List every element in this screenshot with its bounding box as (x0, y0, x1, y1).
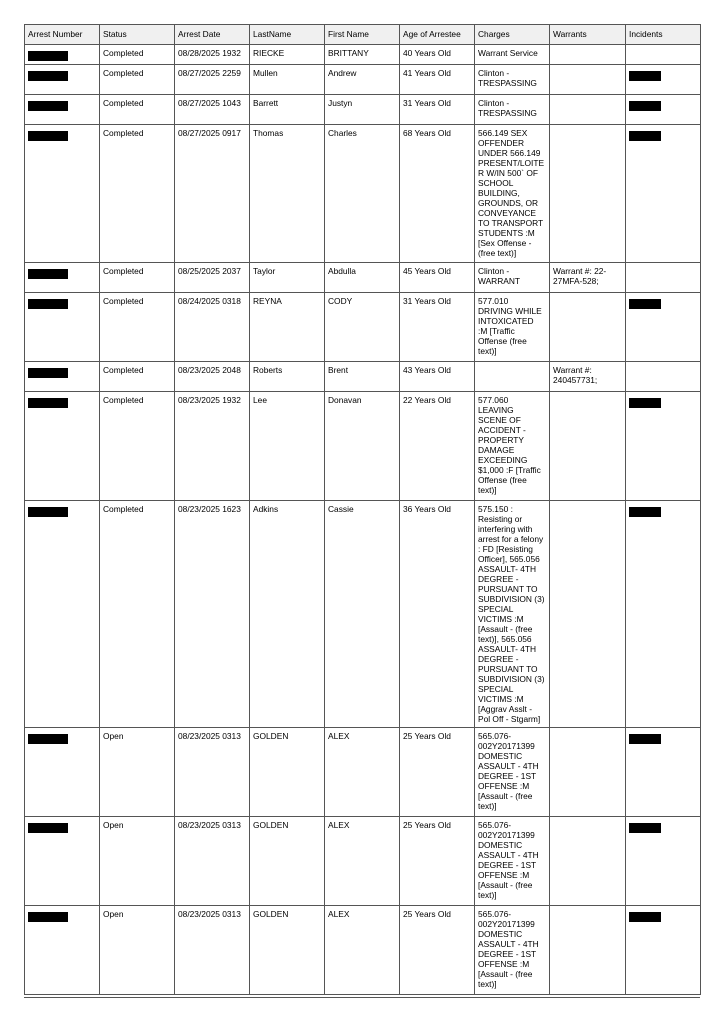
redaction-bar (28, 507, 68, 517)
bottom-rule (24, 997, 700, 998)
charges-cell: 565.076- 002Y20171399 DOMESTIC ASSAULT - 4TH DEGREE - 1ST OFFENSE :M [Assault - (free text)] (475, 817, 550, 906)
warrants-cell (550, 293, 626, 362)
table-row (25, 263, 701, 293)
warrants-cell (550, 728, 626, 817)
arrest-number-cell (25, 45, 100, 65)
redaction-bar (629, 398, 661, 408)
status-cell: Completed (100, 392, 175, 501)
arrest-number-cell (25, 817, 100, 906)
incidents-cell (626, 125, 701, 263)
first-name-cell: Brent (325, 362, 400, 392)
redaction-bar (28, 734, 68, 744)
charges-cell: 565.076- 002Y20171399 DOMESTIC ASSAULT - 4TH DEGREE - 1ST OFFENSE :M [Assault - (free text)] (475, 728, 550, 817)
charges-cell: Clinton - TRESPASSING (475, 65, 550, 95)
arrest-date-cell: 08/23/2025 1623 (175, 501, 250, 728)
table-row (25, 728, 701, 817)
last-name-cell: Mullen (250, 65, 325, 95)
last-name-cell: Adkins (250, 501, 325, 728)
first-name-cell: ALEX (325, 728, 400, 817)
warrants-cell (550, 95, 626, 125)
charges-cell: Warrant Service (475, 45, 550, 65)
table-row (25, 65, 701, 95)
age-cell: 25 Years Old (400, 906, 475, 995)
arrest-date-cell: 08/27/2025 2259 (175, 65, 250, 95)
arrest-date-cell: 08/23/2025 1932 (175, 392, 250, 501)
arrest-number-cell (25, 263, 100, 293)
arrest-date-cell: 08/27/2025 1043 (175, 95, 250, 125)
warrants-cell (550, 817, 626, 906)
table-row (25, 501, 701, 728)
last-name-cell: Roberts (250, 362, 325, 392)
redaction-bar (629, 71, 661, 81)
arrest-number-cell (25, 293, 100, 362)
arrest-date-cell: 08/25/2025 2037 (175, 263, 250, 293)
arrests-table (24, 24, 701, 995)
redaction-bar (28, 368, 68, 378)
charges-cell: Clinton - TRESPASSING (475, 95, 550, 125)
status-cell: Completed (100, 95, 175, 125)
last-name-cell: RIECKE (250, 45, 325, 65)
arrest-number-cell (25, 125, 100, 263)
column-header-last-name: LastName (250, 25, 325, 45)
redaction-bar (28, 131, 68, 141)
first-name-cell: ALEX (325, 817, 400, 906)
age-cell: 40 Years Old (400, 45, 475, 65)
table-row (25, 906, 701, 995)
incidents-cell (626, 392, 701, 501)
last-name-cell: GOLDEN (250, 728, 325, 817)
charges-cell: 577.010 DRIVING WHILE INTOXICATED :M [Traffic Offense (free text)] (475, 293, 550, 362)
age-cell: 22 Years Old (400, 392, 475, 501)
charges-cell: 566.149 SEX OFFENDER UNDER 566.149 PRESENT/LOITE R W/IN 500` OF SCHOOL BUILDING, GROUNDS, OR CONVEYANCE TO TRANSPORT STUDENTS :M [Sex Offense - (free text)] (475, 125, 550, 263)
incidents-cell (626, 95, 701, 125)
status-cell: Completed (100, 293, 175, 362)
warrants-cell (550, 501, 626, 728)
redaction-bar (629, 507, 661, 517)
column-header-age: Age of Arrestee (400, 25, 475, 45)
arrest-number-cell (25, 906, 100, 995)
redaction-bar (629, 101, 661, 111)
charges-cell: Clinton - WARRANT (475, 263, 550, 293)
status-cell: Open (100, 906, 175, 995)
status-cell: Completed (100, 125, 175, 263)
arrest-date-cell: 08/23/2025 0313 (175, 906, 250, 995)
age-cell: 25 Years Old (400, 728, 475, 817)
status-cell: Completed (100, 362, 175, 392)
arrest-date-cell: 08/23/2025 0313 (175, 728, 250, 817)
charges-cell: 565.076- 002Y20171399 DOMESTIC ASSAULT - 4TH DEGREE - 1ST OFFENSE :M [Assault - (free text)] (475, 906, 550, 995)
last-name-cell: REYNA (250, 293, 325, 362)
column-header-arrest-date: Arrest Date (175, 25, 250, 45)
age-cell: 31 Years Old (400, 293, 475, 362)
redaction-bar (28, 71, 68, 81)
warrants-cell (550, 125, 626, 263)
first-name-cell: BRITTANY (325, 45, 400, 65)
table-header-row (25, 25, 701, 45)
first-name-cell: CODY (325, 293, 400, 362)
arrest-date-cell: 08/27/2025 0917 (175, 125, 250, 263)
column-header-warrants: Warrants (550, 25, 626, 45)
arrest-number-cell (25, 95, 100, 125)
incidents-cell (626, 728, 701, 817)
incidents-cell (626, 45, 701, 65)
warrants-cell (550, 65, 626, 95)
age-cell: 45 Years Old (400, 263, 475, 293)
arrest-number-cell (25, 728, 100, 817)
age-cell: 25 Years Old (400, 817, 475, 906)
redaction-bar (28, 398, 68, 408)
last-name-cell: Thomas (250, 125, 325, 263)
first-name-cell: Charles (325, 125, 400, 263)
column-header-incidents: Incidents (626, 25, 701, 45)
first-name-cell: ALEX (325, 906, 400, 995)
redaction-bar (28, 101, 68, 111)
age-cell: 41 Years Old (400, 65, 475, 95)
last-name-cell: Lee (250, 392, 325, 501)
status-cell: Completed (100, 263, 175, 293)
incidents-cell (626, 906, 701, 995)
status-cell: Open (100, 728, 175, 817)
redaction-bar (629, 299, 661, 309)
redaction-bar (629, 734, 661, 744)
first-name-cell: Abdulla (325, 263, 400, 293)
age-cell: 68 Years Old (400, 125, 475, 263)
table-row (25, 95, 701, 125)
table-row (25, 817, 701, 906)
charges-cell: 575.150 : Resisting or interfering with arrest for a felony : FD [Resisting Officer], 565.056 ASSAULT- 4TH DEGREE - PURSUANT TO SUBDIVISION (3) SPECIAL VICTIMS :M [Assault - (free text)], 565.056 ASSAULT- 4TH DEGREE - PURSUANT TO SUBDIVISION (3) SPECIAL VICTIMS :M [Aggrav Asslt - Pol Off - Stgarm] (475, 501, 550, 728)
status-cell: Completed (100, 45, 175, 65)
age-cell: 31 Years Old (400, 95, 475, 125)
redaction-bar (28, 51, 68, 61)
warrants-cell (550, 906, 626, 995)
warrants-cell: Warrant #: 22- 27MFA-528; (550, 263, 626, 293)
last-name-cell: Taylor (250, 263, 325, 293)
table-row (25, 392, 701, 501)
arrest-date-cell: 08/28/2025 1932 (175, 45, 250, 65)
charges-cell: 577.060 LEAVING SCENE OF ACCIDENT - PROPERTY DAMAGE EXCEEDING $1,000 :F [Traffic Offense (free text)] (475, 392, 550, 501)
redaction-bar (629, 131, 661, 141)
table-row (25, 125, 701, 263)
redaction-bar (28, 823, 68, 833)
column-header-arrest-number: Arrest Number (25, 25, 100, 45)
column-header-first-name: First Name (325, 25, 400, 45)
arrest-date-cell: 08/23/2025 0313 (175, 817, 250, 906)
first-name-cell: Justyn (325, 95, 400, 125)
warrants-cell: Warrant #: 240457731; (550, 362, 626, 392)
status-cell: Completed (100, 65, 175, 95)
table-body (25, 45, 701, 995)
arrest-number-cell (25, 65, 100, 95)
last-name-cell: Barrett (250, 95, 325, 125)
incidents-cell (626, 65, 701, 95)
arrest-number-cell (25, 392, 100, 501)
charges-cell (475, 362, 550, 392)
incidents-cell (626, 501, 701, 728)
last-name-cell: GOLDEN (250, 906, 325, 995)
status-cell: Open (100, 817, 175, 906)
first-name-cell: Andrew (325, 65, 400, 95)
redaction-bar (28, 269, 68, 279)
incidents-cell (626, 362, 701, 392)
table-row (25, 293, 701, 362)
warrants-cell (550, 392, 626, 501)
arrest-date-cell: 08/23/2025 2048 (175, 362, 250, 392)
first-name-cell: Cassie (325, 501, 400, 728)
first-name-cell: Donavan (325, 392, 400, 501)
arrest-number-cell (25, 501, 100, 728)
age-cell: 36 Years Old (400, 501, 475, 728)
column-header-charges: Charges (475, 25, 550, 45)
age-cell: 43 Years Old (400, 362, 475, 392)
redaction-bar (629, 912, 661, 922)
redaction-bar (28, 299, 68, 309)
status-cell: Completed (100, 501, 175, 728)
redaction-bar (629, 823, 661, 833)
arrest-number-cell (25, 362, 100, 392)
table-row (25, 362, 701, 392)
incidents-cell (626, 293, 701, 362)
arrest-date-cell: 08/24/2025 0318 (175, 293, 250, 362)
incidents-cell (626, 817, 701, 906)
incidents-cell (626, 263, 701, 293)
table-row (25, 45, 701, 65)
redaction-bar (28, 912, 68, 922)
arrest-report-page (24, 24, 700, 995)
last-name-cell: GOLDEN (250, 817, 325, 906)
column-header-status: Status (100, 25, 175, 45)
warrants-cell (550, 45, 626, 65)
